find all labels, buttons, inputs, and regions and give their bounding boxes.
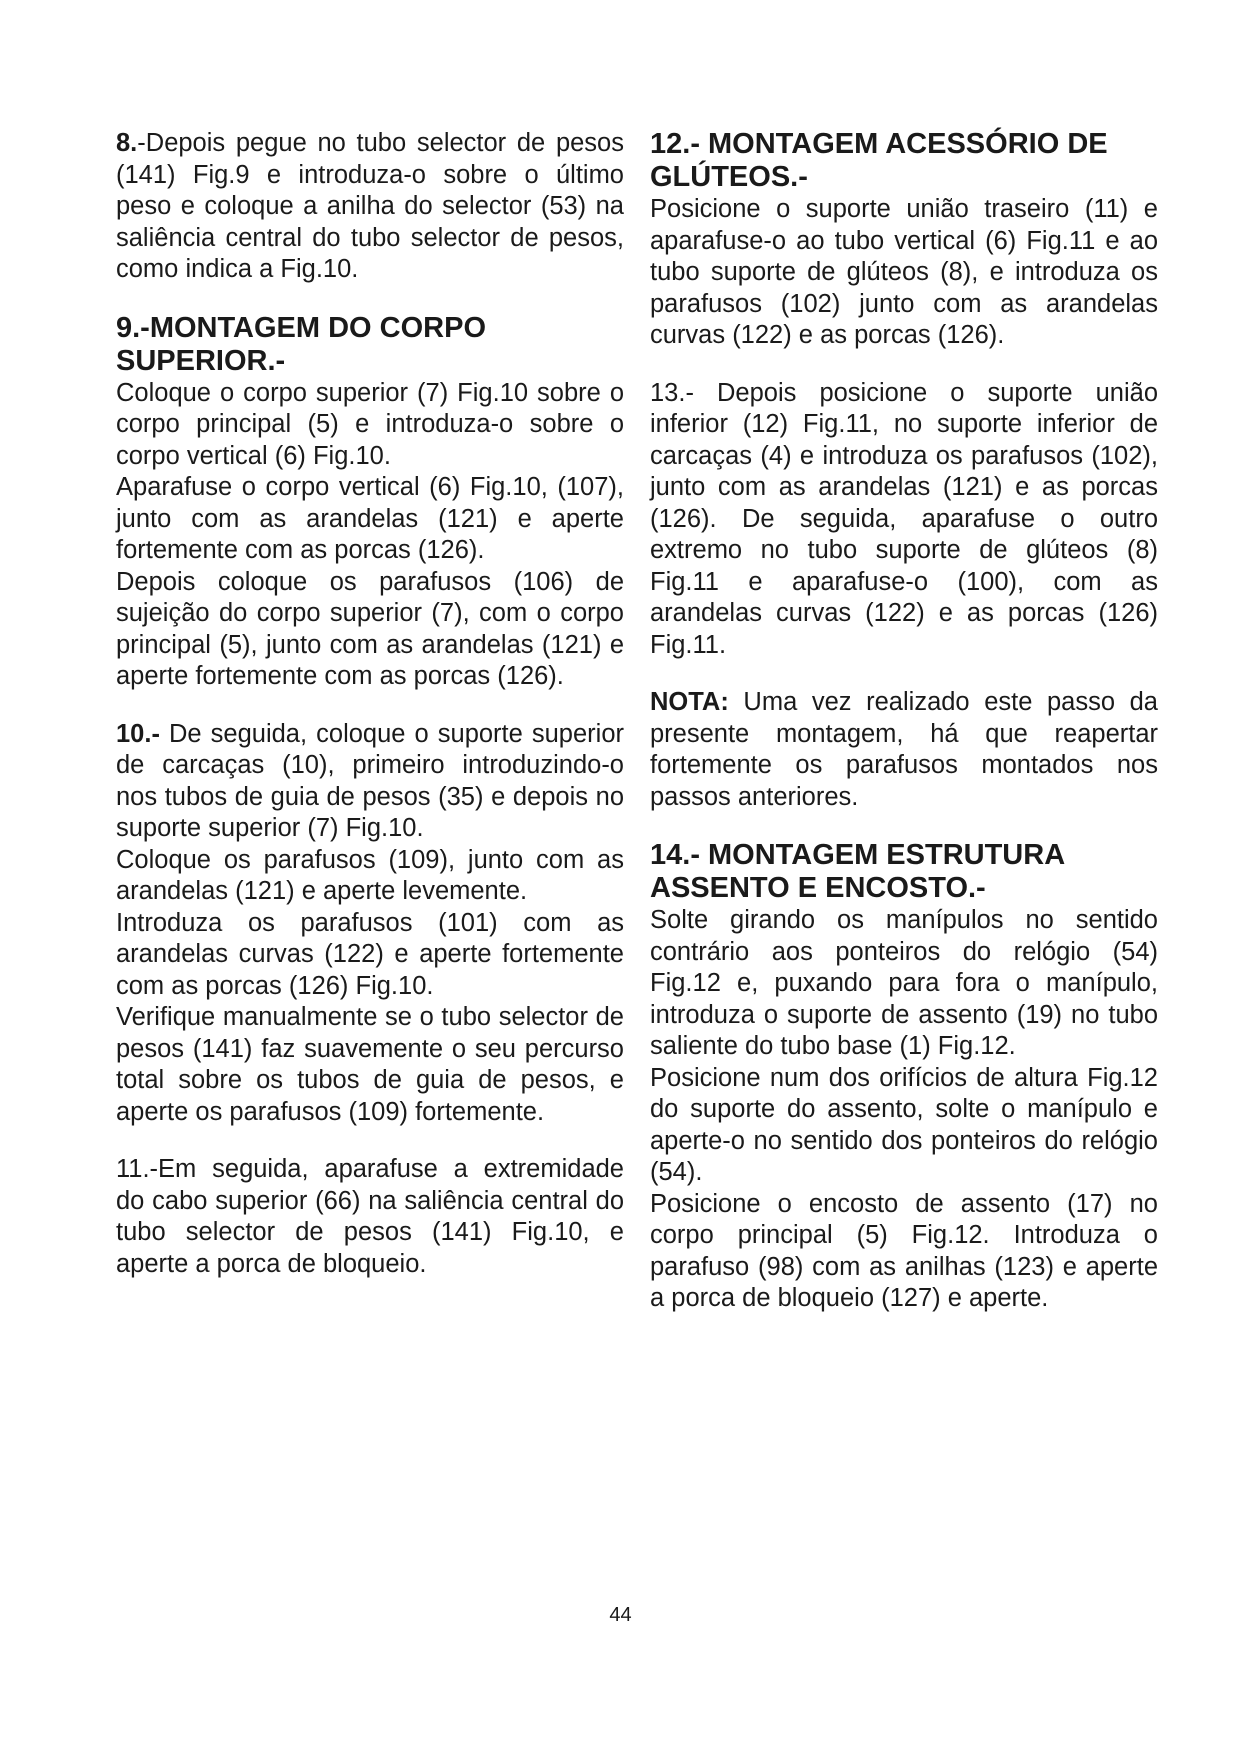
step-12-paragraph: Posicione o suporte união traseiro (11) e aparafuse-o ao tubo vertical (6) Fig.11 e ao tubo suporte de glúteos (8), e introduza os parafusos (102) junto com as arandelas curvas (122) e as porcas (126). <box>650 195 1158 349</box>
step-9-paragraph-3: Depois coloque os parafusos (106) de sujeição do corpo superior (7), com o corpo principal (5), junto com as arandelas (121) e aperte fortemente com as porcas (126). <box>116 567 624 690</box>
step-11-paragraph: 11.-Em seguida, aparafuse a extremidade do cabo superior (66) na saliência central do tubo selector de pesos (141) Fig.10, e aperte a porca de bloqueio. <box>116 1155 624 1278</box>
step-10-text: De seguida, coloque o suporte superior de carcaças (10), primeiro introduzindo-o nos tubos de guia de pesos (35) e depois no suporte superior (7) Fig.10. <box>116 719 624 842</box>
step-10-paragraph-1 <box>116 719 624 845</box>
step-13-paragraph: 13.- Depois posicione o suporte união inferior (12) Fig.11, no suporte inferior de carcaças (4) e introduza os parafusos (102), junto com as arandelas (121) e as porcas (126). De seguida, aparafuse o outro extremo no tubo suporte de glúteos (8) Fig.11 e aparafuse-o (100), com as arandelas curvas (122) e as porcas (126) Fig.11. <box>650 378 1158 659</box>
page-number: 44 <box>609 1604 632 1626</box>
step-10-number: 10.- <box>116 719 160 748</box>
step-12-heading: 12.- MONTAGEM ACESSÓRIO DE GLÚTEOS.- <box>650 128 1108 193</box>
step-9-paragraph-1: Coloque o corpo superior (7) Fig.10 sobre o corpo principal (5) e introduza-o sobre o corpo vertical (6) Fig.10. <box>116 378 624 470</box>
step-8-number: 8. <box>116 129 138 157</box>
step-9-paragraph-2: Aparafuse o corpo vertical (6) Fig.10, (107), junto com as arandelas (121) e aperte fortemente com as porcas (126). <box>116 473 624 564</box>
step-8-paragraph <box>116 128 624 286</box>
step-14-paragraph-1: Solte girando os manípulos no sentido contrário aos ponteiros do relógio (54) Fig.12 e, puxando para fora o manípulo, introduza o suporte de assento (19) no tubo saliente do tubo base (1) Fig.12. <box>650 906 1158 1060</box>
left-column <box>116 128 624 1280</box>
step-10-paragraph-4: Verifique manualmente se o tubo selector de pesos (141) faz suavemente o seu percurso total sobre os tubos de guia de pesos, e aperte os parafusos (109) fortemente. <box>116 1003 624 1126</box>
right-column <box>650 128 1158 1315</box>
note-text: Uma vez realizado este passo da presente montagem, há que reapertar fortemente os parafusos montados nos passos anteriores. <box>650 688 1158 811</box>
step-9-heading: 9.-MONTAGEM DO CORPO SUPERIOR.- <box>116 311 487 377</box>
step-14-paragraph-3: Posicione o encosto de assento (17) no corpo principal (5) Fig.12. Introduza o parafuso (98) com as anilhas (123) e aperte a porca de bloqueio (127) e aperte. <box>650 1189 1158 1312</box>
step-10-paragraph-2: Coloque os parafusos (109), junto com as arandelas (121) e aperte levemente. <box>116 845 624 905</box>
step-8-text: -Depois pegue no tubo selector de pesos (141) Fig.9 e introduza-o sobre o último peso e coloque a anilha do selector (53) na saliência central do tubo selector de pesos, como indica a Fig.10. <box>116 129 624 283</box>
note-label: NOTA: <box>650 688 729 716</box>
step-10-paragraph-3: Introduza os parafusos (101) com as arandelas curvas (122) e aperte fortemente com as porcas (126) Fig.10. <box>116 908 624 1000</box>
step-14-heading: 14.- MONTAGEM ESTRUTURA ASSENTO E ENCOSTO.- <box>650 839 1065 904</box>
note-paragraph <box>650 687 1158 813</box>
step-14-paragraph-2: Posicione num dos orifícios de altura Fig.12 do suporte do assento, solte o manípulo e aperte-o no sentido dos ponteiros do relógio (54). <box>650 1063 1158 1186</box>
